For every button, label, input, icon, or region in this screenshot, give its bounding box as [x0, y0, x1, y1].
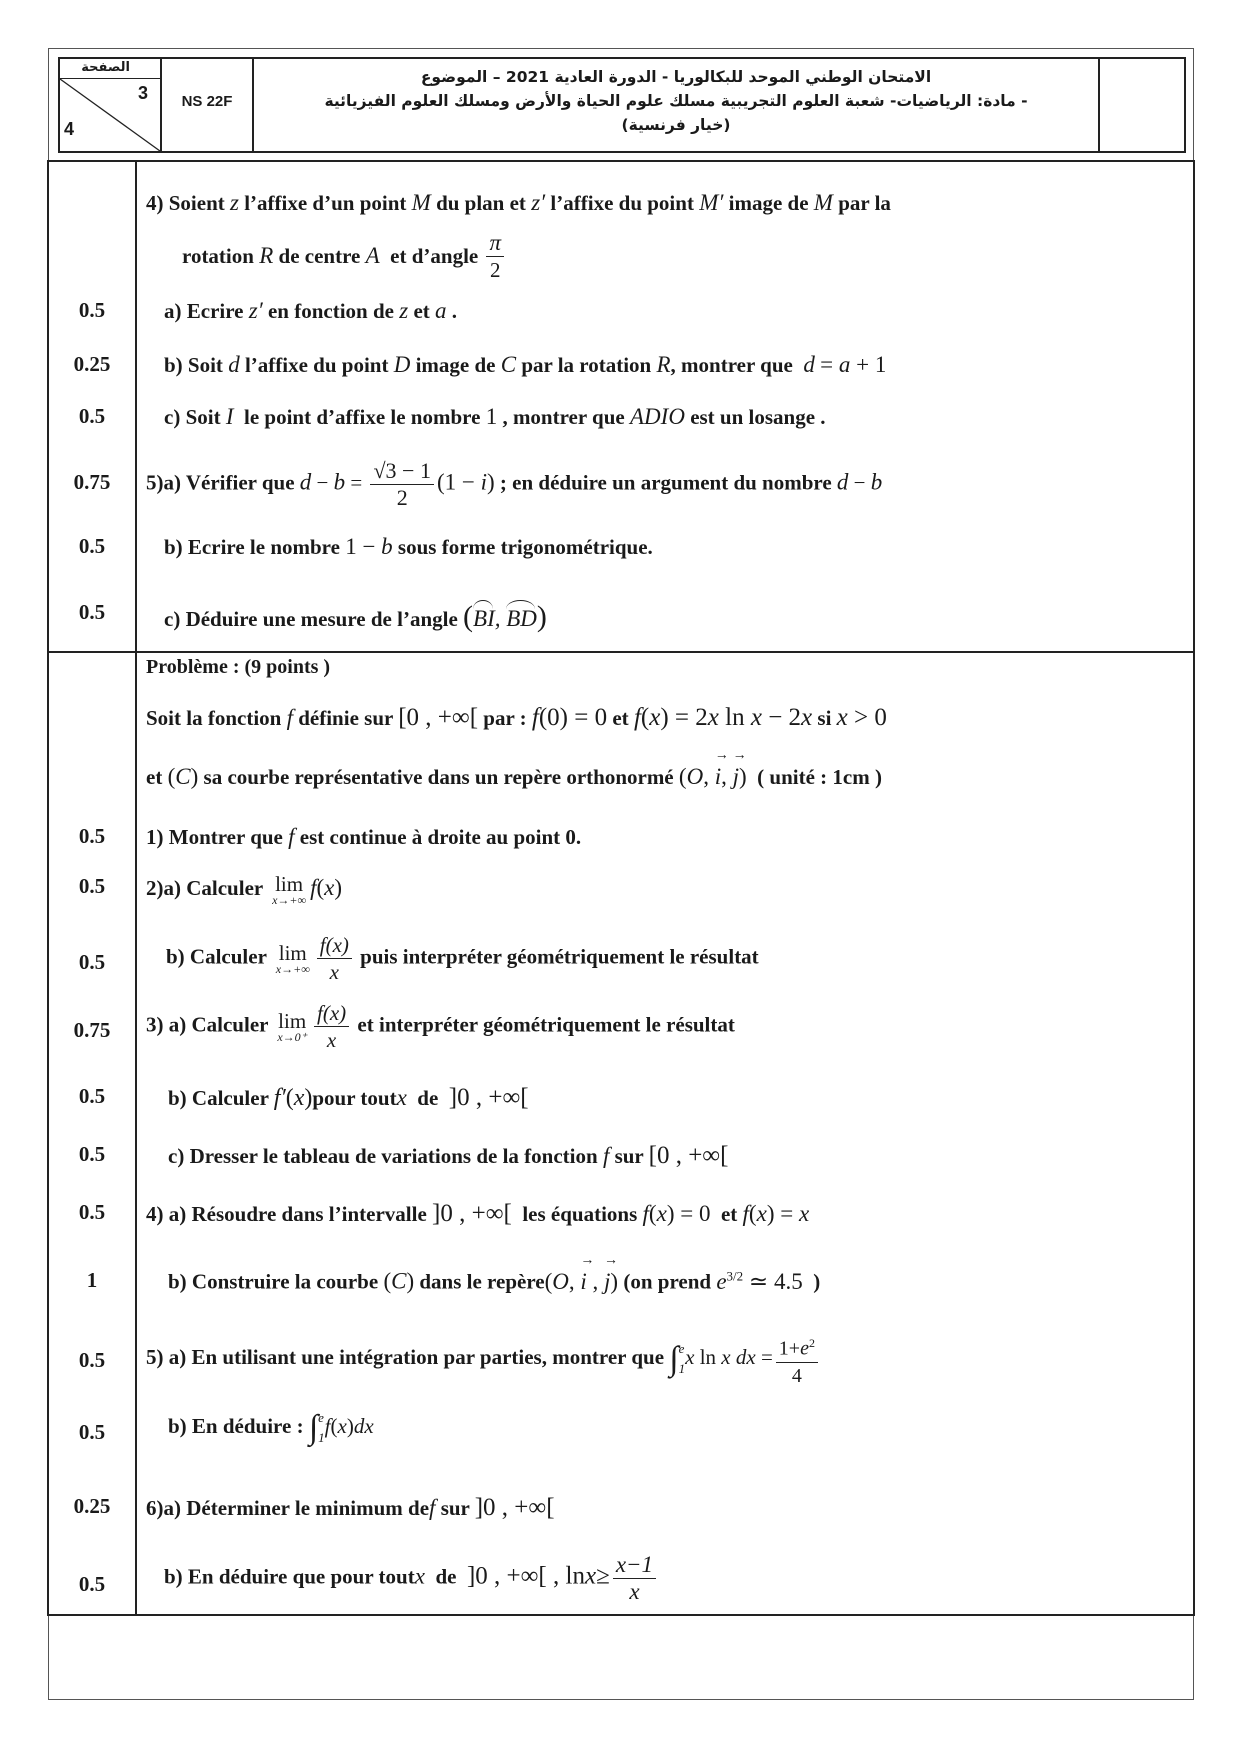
points-value: 0.25: [73, 352, 111, 376]
exam-code: NS 22F: [162, 59, 254, 151]
header-empty-cell: [1100, 59, 1184, 151]
points-value: 0.5: [78, 1572, 106, 1596]
title-line-1: الامتحان الوطني الموحد للبكالوريا - الدورة العادية 2021 – الموضوع: [420, 68, 932, 86]
points-value: 1: [86, 1268, 98, 1292]
page-total: 4: [64, 119, 75, 139]
points-value: 0.5: [78, 950, 106, 974]
page-number-cell: [60, 59, 162, 151]
points-value: 0.25: [73, 1494, 111, 1518]
points-value: 0.5: [78, 600, 106, 624]
points-value: 0.75: [73, 470, 111, 494]
points-value: 0.5: [78, 1142, 106, 1166]
points-column-separator: [135, 160, 137, 1616]
points-value: 0.5: [78, 1348, 106, 1372]
points-value: 0.5: [78, 874, 106, 898]
exam-header: [58, 57, 1186, 153]
points-value: 0.5: [78, 534, 106, 558]
points-value: 0.5: [78, 298, 106, 322]
page-current: 3: [138, 83, 149, 103]
section-separator: [47, 651, 1195, 653]
points-value: 0.5: [78, 1420, 106, 1444]
points-value: 0.75: [73, 1018, 111, 1042]
points-value: 0.5: [78, 404, 106, 428]
exam-title: [254, 59, 1100, 151]
title-line-2: - مادة: الرياضيات- شعبة العلوم التجريبية مسلك علوم الحياة والأرض ومسلك العلوم الفيزيائية: [324, 92, 1028, 110]
points-value: 0.5: [78, 1200, 106, 1224]
title-line-3: (خيار فرنسية): [621, 116, 731, 134]
points-value: 0.5: [78, 1084, 106, 1108]
page-label: الصفحة: [60, 59, 160, 79]
points-value: 0.5: [78, 824, 106, 848]
